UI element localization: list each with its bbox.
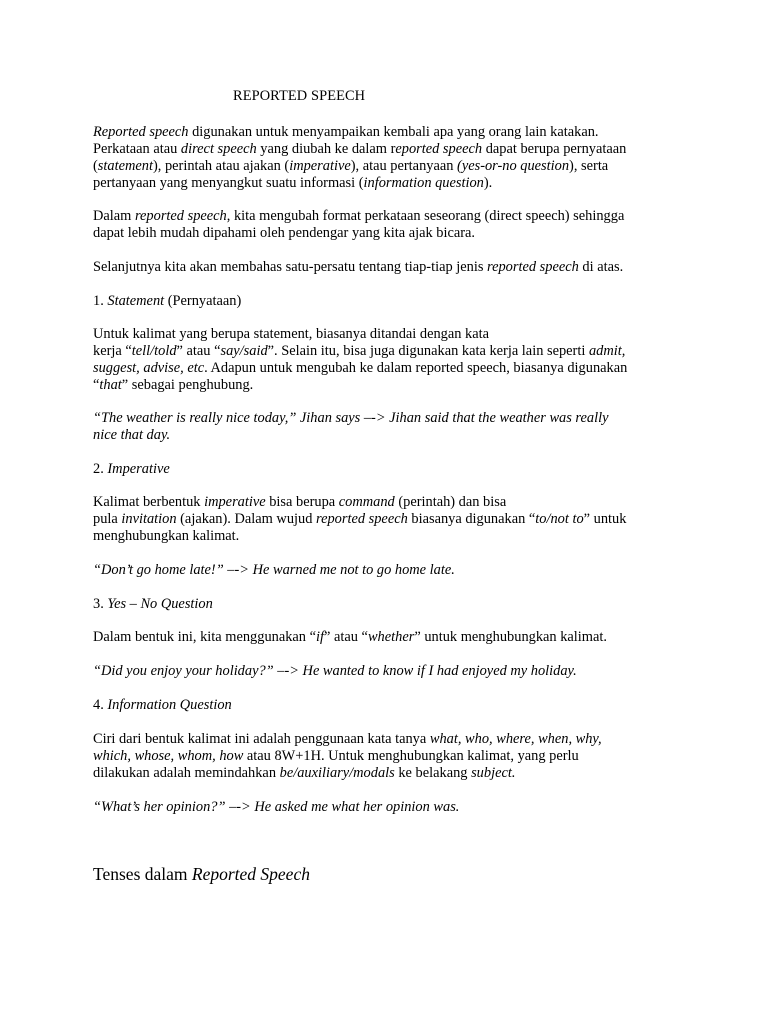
section-body-statement: Untuk kalimat yang berupa statement, biasanya ditandai dengan kata kerja “tell/told” atau “say/said”. Selain itu, bisa juga digunakan kata kerja lain seperti admit, suggest, advise, etc. Adapun untuk mengubah ke dalam reported speech, biasanya digunakan “that” sebagai penghubung. bbox=[93, 326, 628, 393]
intro-paragraph: Reported speech digunakan untuk menyampaikan kembali apa yang orang lain katakan. Perkataan atau direct speech yang diubah ke dalam reported speech dapat berupa pernyataan (statement), perintah atau ajakan (imperative), atau pertanyaan (yes-or-no question), serta pertanyaan yang menyangkut suatu informasi (information question). bbox=[93, 124, 627, 191]
example-information-question: “What’s her opinion?” –-> He asked me what her opinion was. bbox=[93, 799, 460, 815]
section-heading-statement: 1. Statement (Pernyataan) bbox=[93, 293, 242, 309]
section-body-yes-no-question: Dalam bentuk ini, kita menggunakan “if” atau “whether” untuk menghubungkan kalimat. bbox=[93, 629, 607, 645]
paragraph-overview: Selanjutnya kita akan membahas satu-persatu tentang tiap-tiap jenis reported speech di atas. bbox=[93, 259, 624, 275]
section-heading-information-question: 4. Information Question bbox=[93, 697, 232, 713]
section-heading-imperative: 2. Imperative bbox=[93, 461, 170, 477]
example-imperative: “Don’t go home late!” –-> He warned me not to go home late. bbox=[93, 562, 455, 578]
example-yes-no-question: “Did you enjoy your holiday?” –-> He wanted to know if I had enjoyed my holiday. bbox=[93, 663, 577, 679]
section-body-information-question: Ciri dari bentuk kalimat ini adalah penggunaan kata tanya what, who, where, when, why, which, whose, whom, how atau 8W+1H. Untuk menghubungkan kalimat, yang perlu dilakukan adalah memindahkan be/auxiliary/modals ke belakang subject. bbox=[93, 731, 602, 781]
example-statement: “The weather is really nice today,” Jihan says –-> Jihan said that the weather was really nice that day. bbox=[93, 410, 609, 443]
tenses-heading: Tenses dalam Reported Speech bbox=[93, 864, 310, 884]
document-title: REPORTED SPEECH bbox=[233, 88, 366, 104]
paragraph-reported-speech-purpose: Dalam reported speech, kita mengubah format perkataan seseorang (direct speech) sehingga dapat lebih mudah dipahami oleh pendengar yang kita ajak bicara. bbox=[93, 208, 625, 241]
section-body-imperative: Kalimat berbentuk imperative bisa berupa command (perintah) dan bisa pula invitation (ajakan). Dalam wujud reported speech biasanya digunakan “to/not to” untuk menghubungkan kalimat. bbox=[93, 494, 627, 544]
section-heading-yes-no-question: 3. Yes – No Question bbox=[93, 596, 213, 612]
